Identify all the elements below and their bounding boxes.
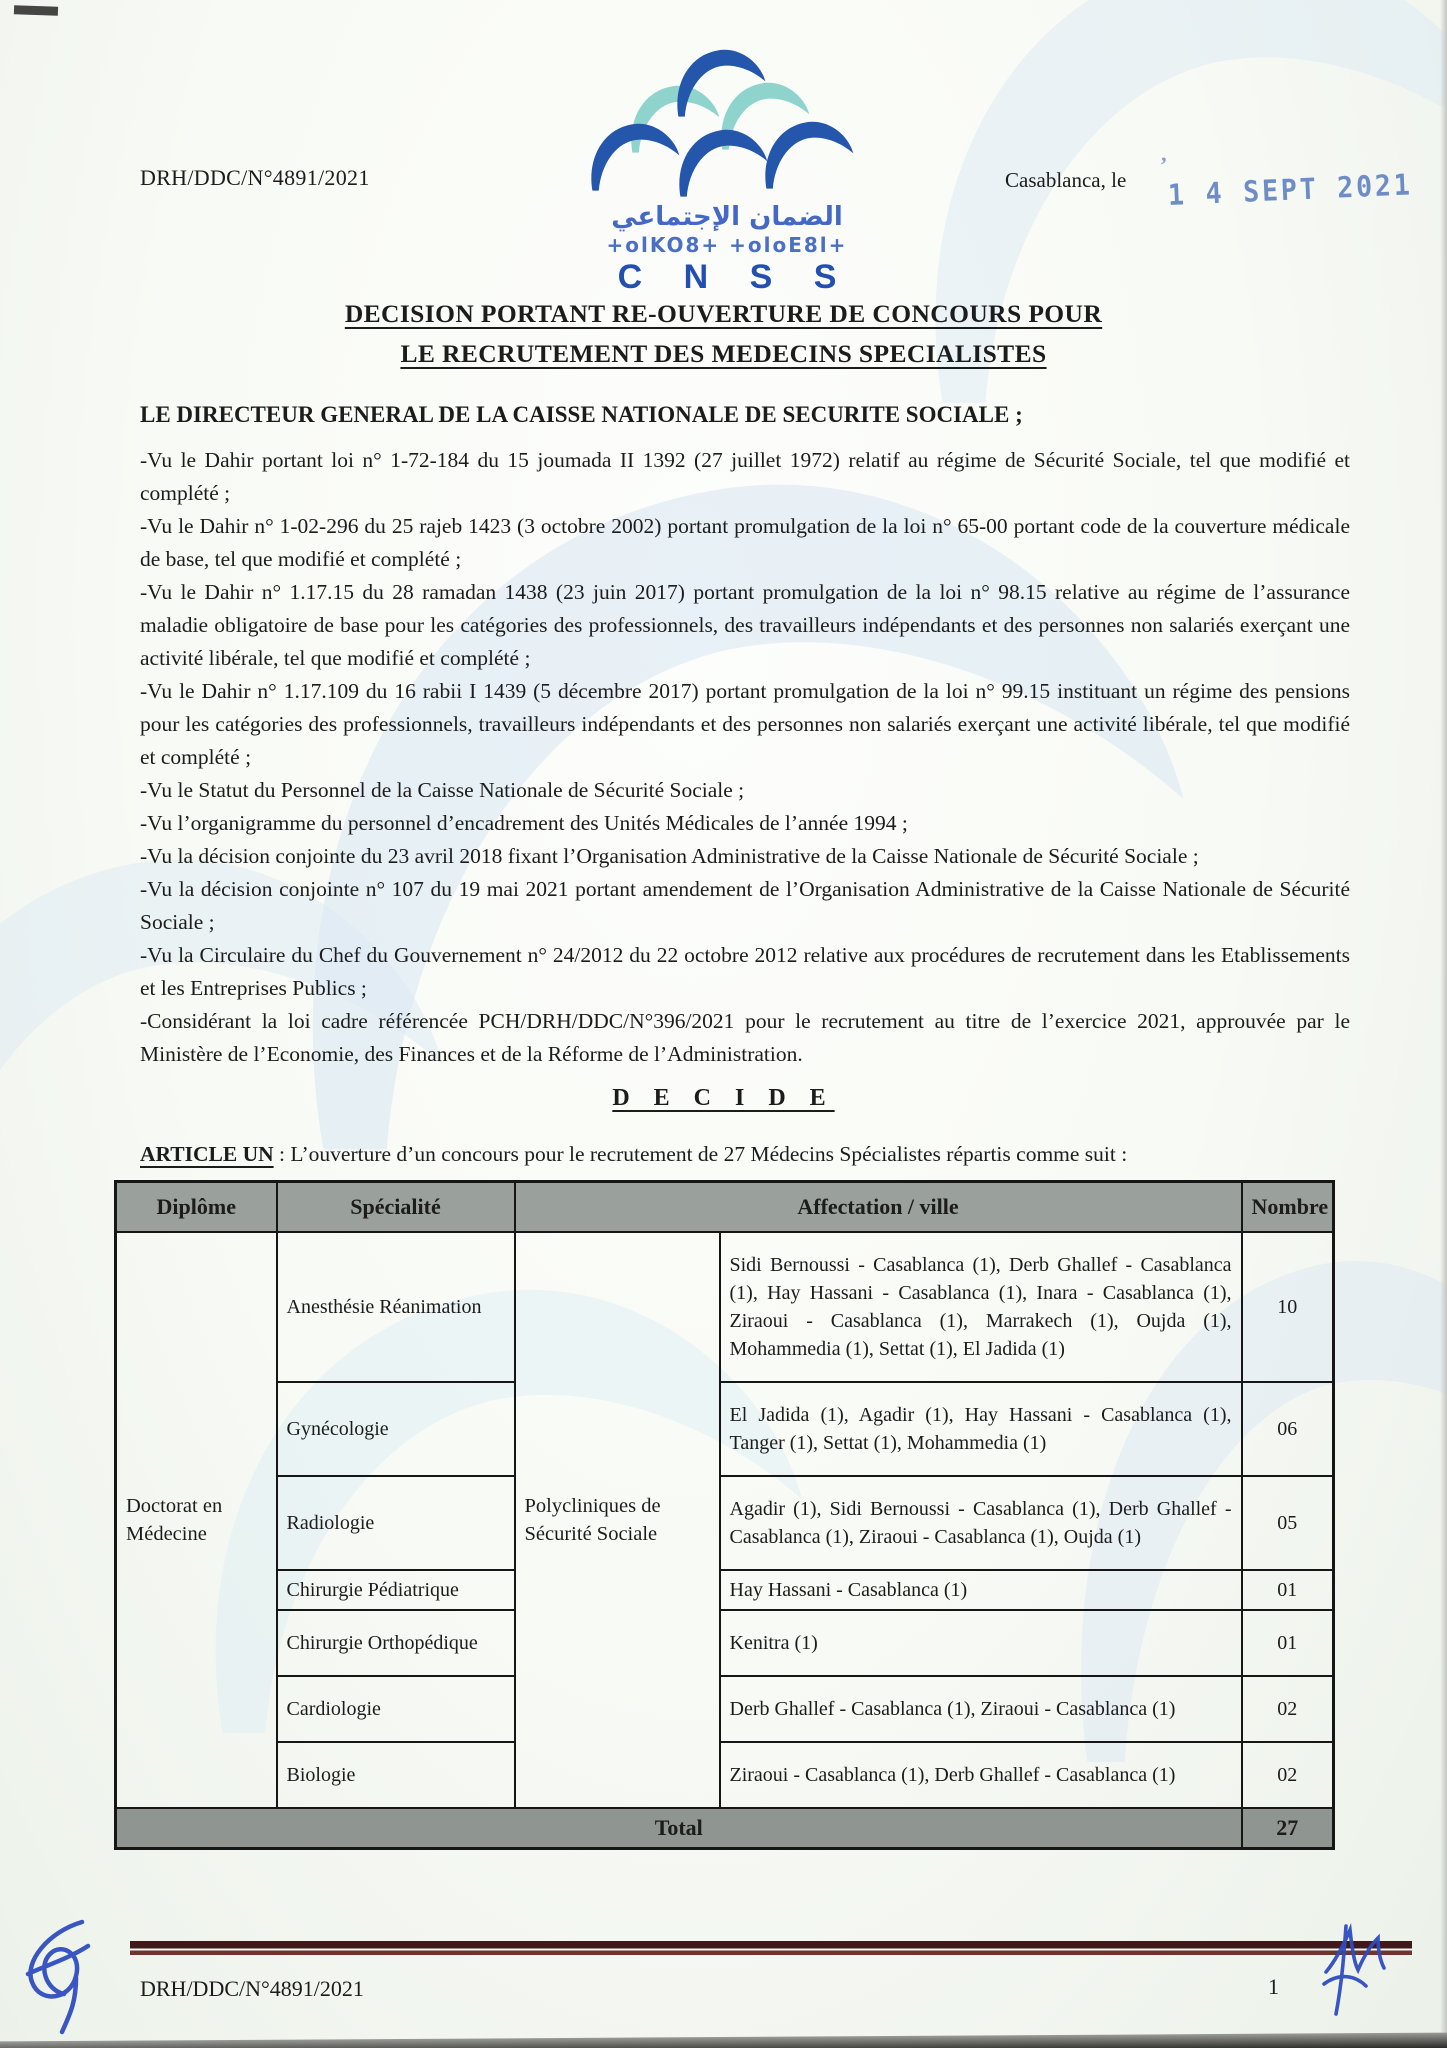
preamble-item: -Vu le Dahir portant loi n° 1-72-184 du 15 joumada II 1392 (27 juillet 1972) relatif au régime de Sécurité Sociale, tel que modifié et complété ;	[140, 448, 1350, 505]
preamble-item: -Vu le Statut du Personnel de la Caisse Nationale de Sécurité Sociale ;	[140, 778, 745, 802]
table-row	[116, 1232, 1334, 1382]
cell-affectation: Kenitra (1)	[720, 1610, 1242, 1676]
arch-bottom-center-icon	[674, 128, 770, 198]
cell-nombre: 05	[1242, 1476, 1334, 1570]
cell-affectation: El Jadida (1), Agadir (1), Hay Hassani - Casablanca (1), Tanger (1), Settat (1), Mohammedia (1)	[720, 1382, 1242, 1476]
header-nombre: Nombre	[1242, 1182, 1334, 1233]
signature-scribble-right	[1320, 1920, 1390, 2020]
title-line-2: LE RECRUTEMENT DES MEDECINS SPECIALISTES	[400, 339, 1047, 368]
reference-number: DRH/DDC/N°4891/2021	[140, 165, 370, 190]
cell-nombre: 10	[1242, 1232, 1334, 1382]
preamble-item: -Vu la décision conjointe du 23 avril 2018 fixant l’Organisation Administrative de la Caisse Nationale de Sécurité Sociale ;	[140, 844, 1199, 868]
header-affectation: Affectation / ville	[515, 1182, 1242, 1233]
arch-bottom-left-icon	[586, 122, 682, 192]
scan-corner-mark	[14, 5, 58, 16]
cell-nombre: 06	[1242, 1382, 1334, 1476]
header-specialite: Spécialité	[277, 1182, 515, 1233]
article-un-label: ARTICLE UN	[140, 1142, 274, 1166]
arch-top-icon	[672, 48, 768, 118]
document-header	[0, 0, 1447, 296]
cell-affectation: Sidi Bernoussi - Casablanca (1), Derb Ghallef - Casablanca (1), Hay Hassani - Casablanca (1), Inara - Casablanca (1), Ziraoui - Casablanca (1), Marrakech (1), Oujda (1), Mohammedia (1), Settat (1), El Jadida (1)	[720, 1232, 1242, 1382]
table-row	[116, 1610, 1334, 1676]
cell-affectation: Agadir (1), Sidi Bernoussi - Casablanca (1), Derb Ghallef - Casablanca (1), Ziraoui - Casablanca (1), Oujda (1)	[720, 1476, 1242, 1570]
title-line-1: DECISION PORTANT RE-OUVERTURE DE CONCOURS POUR	[344, 299, 1103, 328]
total-value: 27	[1242, 1808, 1334, 1849]
cell-specialite: Biologie	[277, 1742, 515, 1808]
cell-affectation: Derb Ghallef - Casablanca (1), Ziraoui - Casablanca (1)	[720, 1676, 1242, 1742]
decide-heading: D E C I D E	[612, 1085, 835, 1111]
date-stamp: 1 4 SEPT 2021	[1167, 167, 1414, 212]
preamble-item: -Vu le Dahir n° 1-02-296 du 25 rajeb 1423 (3 octobre 2002) portant promulgation de la loi n° 65-00 portant code de la couverture médicale de base, tel que modifié et complété ;	[140, 514, 1350, 571]
cell-specialite: Gynécologie	[277, 1382, 515, 1476]
logo-acronym: C N S S	[617, 258, 853, 296]
table-header-row	[116, 1182, 1334, 1233]
cell-affectation-group: Polycliniques de Sécurité Sociale	[515, 1232, 720, 1808]
place-line: Casablanca, le	[1005, 168, 1127, 192]
cell-affectation: Hay Hassani - Casablanca (1)	[720, 1570, 1242, 1610]
cell-affectation: Ziraoui - Casablanca (1), Derb Ghallef - Casablanca (1)	[720, 1742, 1242, 1808]
cell-specialite: Chirurgie Pédiatrique	[277, 1570, 515, 1610]
document-title	[0, 294, 1447, 374]
preamble-item: -Vu la Circulaire du Chef du Gouvernement n° 24/2012 du 22 octobre 2012 relative aux procédures de recrutement dans les Etablissements et les Entreprises Publics ;	[140, 943, 1350, 1000]
cnss-logo	[592, 48, 862, 296]
addressee-line: LE DIRECTEUR GENERAL DE LA CAISSE NATIONALE DE SECURITE SOCIALE ;	[140, 402, 1023, 427]
preamble-item: -Vu l’organigramme du personnel d’encadrement des Unités Médicales de l’année 1994 ;	[140, 811, 908, 835]
preamble	[140, 444, 1350, 1071]
signature-scribble-left	[18, 1916, 102, 2038]
preamble-item: -Vu la décision conjointe n° 107 du 19 mai 2021 portant amendement de l’Organisation Administrative de la Caisse Nationale de Sécurité Sociale ;	[140, 877, 1350, 934]
preamble-item: -Considérant la loi cadre référencée PCH/DRH/DDC/N°396/2021 pour le recrutement au titre de l’exercice 2021, approuvée par le Ministère de l’Economie, des Finances et de la Réforme de l’Administration.	[140, 1009, 1350, 1066]
table-row	[116, 1570, 1334, 1610]
table-total-row	[116, 1808, 1334, 1849]
article-un-paragraph	[140, 1137, 1350, 1172]
scan-edge-right	[1440, 0, 1447, 2048]
cell-nombre: 02	[1242, 1742, 1334, 1808]
logo-arabic-text: الضمان الإجتماعي	[611, 202, 843, 232]
cell-specialite: Anesthésie Réanimation	[277, 1232, 515, 1382]
cell-nombre: 01	[1242, 1610, 1334, 1676]
cell-nombre: 01	[1242, 1570, 1334, 1610]
cell-nombre: 02	[1242, 1676, 1334, 1742]
arch-bottom-right-icon	[760, 120, 856, 190]
article-un-text: : L’ouverture d’un concours pour le recrutement de 27 Médecins Spécialistes répartis comme suit :	[273, 1142, 1128, 1166]
header-diplome: Diplôme	[116, 1182, 277, 1233]
stamp-tick-mark: ’	[1160, 152, 1168, 177]
preamble-item: -Vu le Dahir n° 1.17.15 du 28 ramadan 1438 (23 juin 2017) portant promulgation de la loi n° 98.15 relative au régime de l’assurance maladie obligatoire de base pour les catégories des professionnels, des travailleurs indépendants et des personnes non salariés exerçant une activité libérale, tel que modifié et complété ;	[140, 580, 1350, 670]
page-number: 1	[1268, 1974, 1279, 1999]
footer-rule	[130, 1941, 1412, 1955]
preamble-item: -Vu le Dahir n° 1.17.109 du 16 rabii I 1439 (5 décembre 2017) portant promulgation de la loi n° 99.15 instituant un régime des pensions pour les catégories des professionnels, travailleurs indépendants et des personnes non salariés exerçant une activité libérale, tel que modifié et complété ;	[140, 679, 1350, 769]
footer-reference: DRH/DDC/N°4891/2021	[140, 1976, 364, 2001]
table-row	[116, 1742, 1334, 1808]
cell-specialite: Chirurgie Orthopédique	[277, 1610, 515, 1676]
total-label: Total	[116, 1808, 1242, 1849]
table-row	[116, 1676, 1334, 1742]
recruitment-table	[114, 1180, 1335, 1850]
table-row	[116, 1476, 1334, 1570]
cnss-logo-arches-icon	[592, 48, 862, 200]
cell-specialite: Radiologie	[277, 1476, 515, 1570]
cell-specialite: Cardiologie	[277, 1676, 515, 1742]
table-row	[116, 1382, 1334, 1476]
logo-tifinagh-text: +olKO8+ +oloE8l+	[606, 233, 848, 257]
scan-edge-bottom	[0, 2033, 1447, 2048]
cell-diplome: Doctorat en Médecine	[116, 1232, 277, 1808]
